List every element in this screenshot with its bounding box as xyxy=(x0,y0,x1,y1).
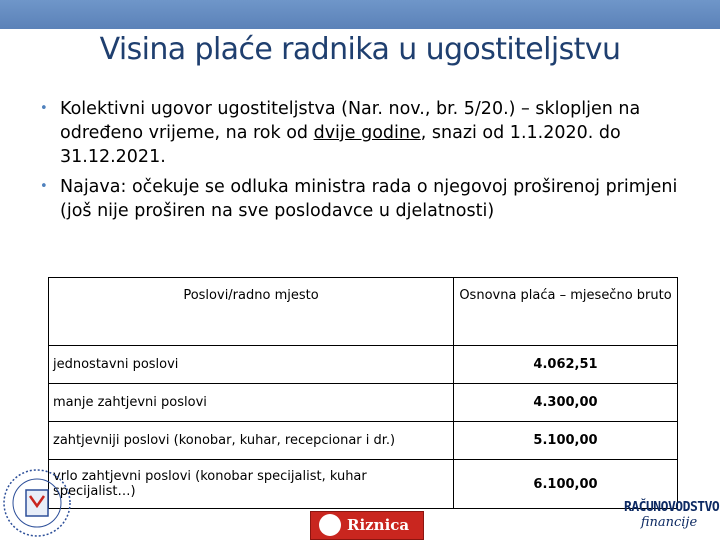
riznica-badge-icon xyxy=(319,514,341,536)
wage-cell: 4.300,00 xyxy=(454,384,678,422)
racunovodstvo-logo xyxy=(624,500,720,538)
riznica-logo-text: Riznica xyxy=(347,516,410,534)
wage-cell: 5.100,00 xyxy=(454,422,678,460)
table-row xyxy=(49,346,678,384)
job-cell: jednostavni poslovi xyxy=(49,346,454,384)
header-job: Poslovi/radno mjesto xyxy=(49,278,454,346)
job-cell: zahtjevniji poslovi (konobar, kuhar, recepcionar i dr.) xyxy=(49,422,454,460)
bullet-icon: • xyxy=(40,101,48,116)
wage-cell: 6.100,00 xyxy=(454,460,678,509)
wage-cell: 4.062,51 xyxy=(454,346,678,384)
header-wage: Osnovna plaća – mjesečno bruto xyxy=(454,278,678,346)
job-cell: manje zahtjevni poslovi xyxy=(49,384,454,422)
table-row xyxy=(49,460,678,509)
bullet-item xyxy=(40,175,700,223)
bullet-text-before: Kolektivni ugovor ugostiteljstva (Nar. nov., br. 5/20.) – sklopljen na određeno vrijeme, na rok od xyxy=(60,99,641,143)
table-row xyxy=(49,384,678,422)
racunovodstvo-logo-line2: financije xyxy=(640,515,698,530)
seal-logo xyxy=(2,468,72,538)
bullet-text: Najava: očekuje se odluka ministra rada o njegovoj proširenoj primjeni (još nije proširen na sve poslodavce u djelatnosti) xyxy=(60,177,678,221)
slide-title: Visina plaće radnika u ugostiteljstvu xyxy=(99,32,621,67)
bullet-icon: • xyxy=(40,179,48,194)
wage-table xyxy=(48,277,678,509)
job-cell: vrlo zahtjevni poslovi (konobar specijalist, kuhar specijalist…) xyxy=(49,460,454,509)
table-row xyxy=(49,422,678,460)
bullet-list xyxy=(40,97,700,229)
bullet-text-after: , snazi od 1.1.2020. do 31.12.2021. xyxy=(60,123,621,167)
bullet-text-underlined: dvije godine xyxy=(313,123,421,143)
table-header-row xyxy=(49,278,678,346)
top-bar xyxy=(0,0,720,29)
racunovodstvo-logo-line1: RAČUNOVODSTVO xyxy=(624,500,720,515)
riznica-logo xyxy=(310,511,424,540)
bullet-item xyxy=(40,97,700,169)
